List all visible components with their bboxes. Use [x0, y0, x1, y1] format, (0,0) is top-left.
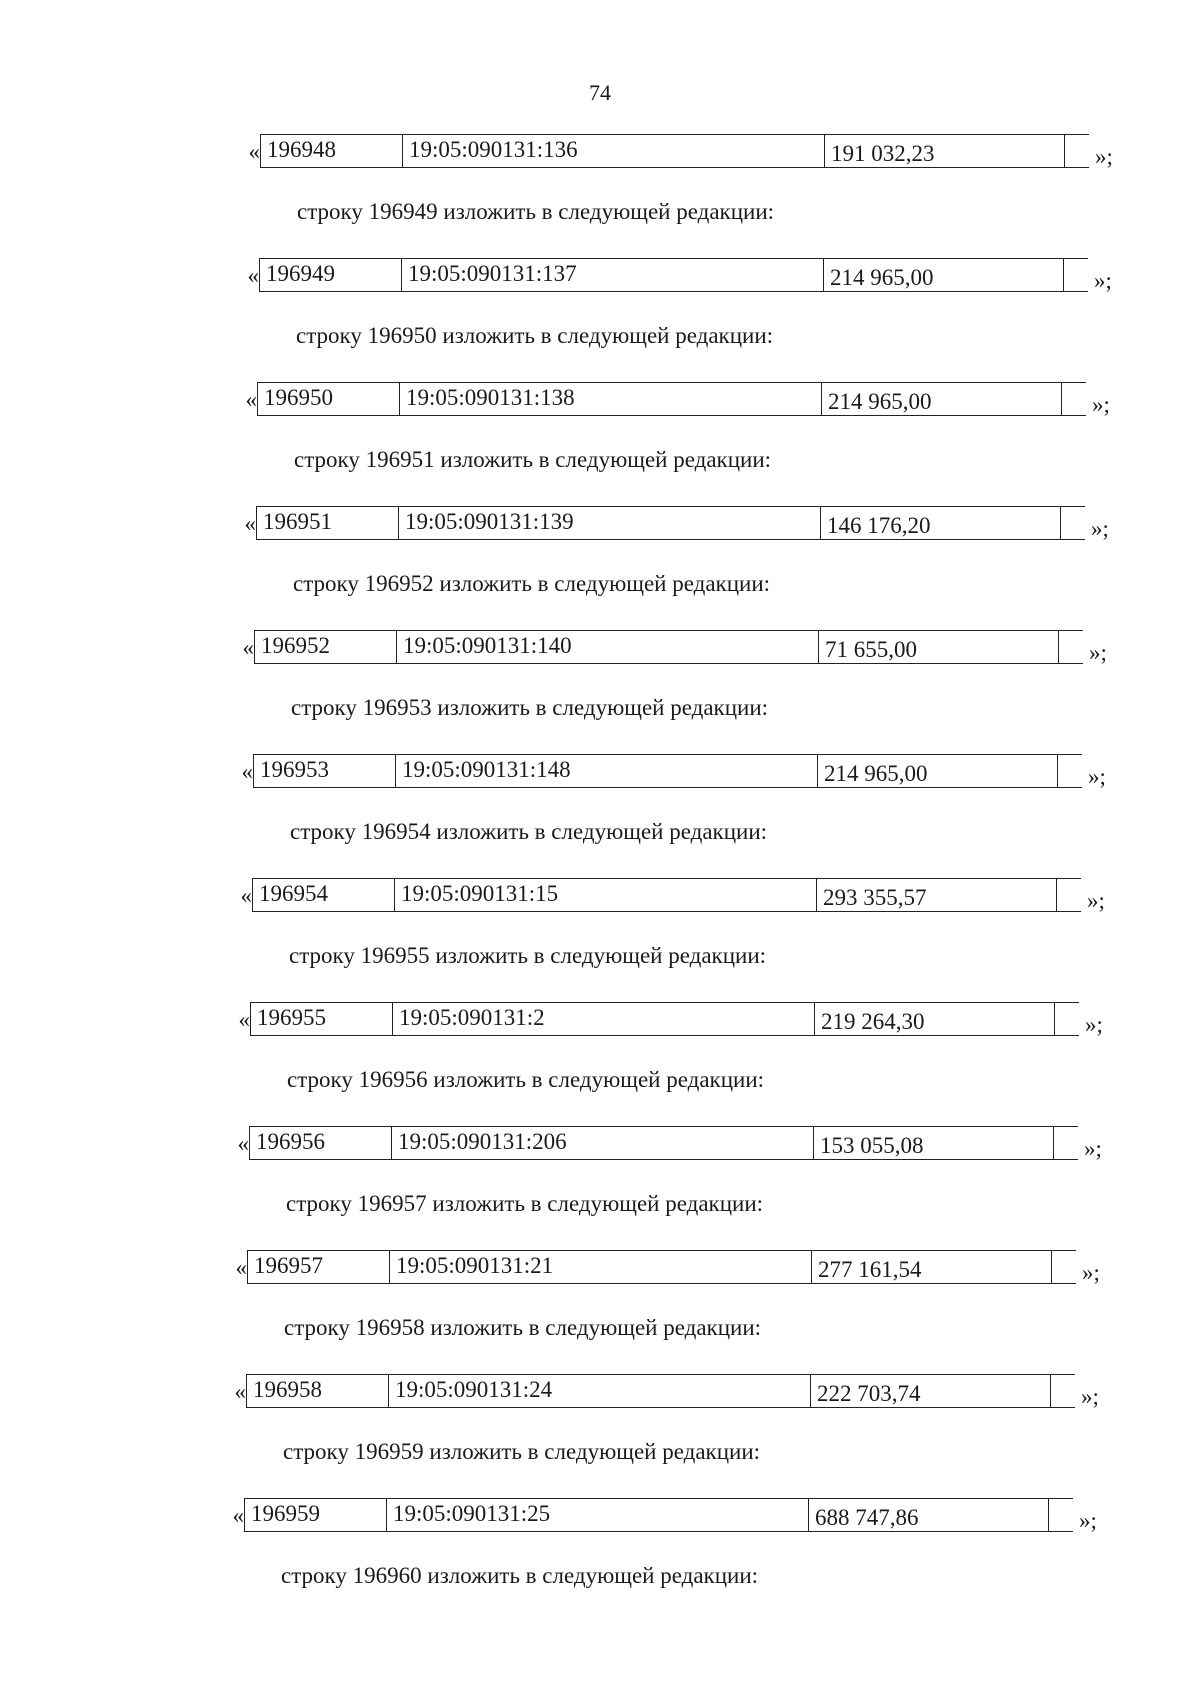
row-table	[246, 1374, 1075, 1408]
cadastral-number: 19:05:090131:138	[400, 383, 822, 415]
cadastral-value: 688 747,86	[809, 1499, 1049, 1531]
table-row	[227, 1250, 1100, 1284]
close-quote: »;	[1084, 1136, 1102, 1161]
table-row	[239, 258, 1112, 292]
open-quote: «	[242, 635, 254, 660]
table-row	[237, 382, 1110, 416]
instruction-text: строку 196953 изложить в следующей редакции:	[291, 695, 769, 720]
close-quote: »;	[1092, 392, 1110, 417]
cadastral-number: 19:05:090131:206	[392, 1127, 814, 1159]
row-number: 196949	[260, 259, 402, 291]
entry-196957	[0, 1250, 1200, 1374]
cadastral-number: 19:05:090131:136	[403, 135, 825, 167]
row-table	[249, 1126, 1078, 1160]
cadastral-value: 191 032,23	[825, 135, 1065, 167]
row-table	[244, 1498, 1073, 1532]
row-table	[257, 382, 1086, 416]
row-table	[259, 258, 1088, 292]
cadastral-value: 214 965,00	[822, 383, 1062, 415]
instruction-text: строку 196951 изложить в следующей редакции:	[294, 447, 772, 472]
close-quote: »;	[1095, 144, 1113, 169]
entry-196955	[0, 1002, 1200, 1126]
row-number: 196956	[250, 1127, 392, 1159]
document-body	[0, 134, 1200, 1622]
close-quote: »;	[1094, 268, 1112, 293]
row-number: 196955	[251, 1003, 393, 1035]
row-number: 196951	[257, 507, 399, 539]
cadastral-number: 19:05:090131:25	[387, 1499, 809, 1531]
cadastral-value: 71 655,00	[819, 631, 1059, 663]
table-row	[229, 1126, 1102, 1160]
cadastral-number: 19:05:090131:140	[397, 631, 819, 663]
close-quote: »;	[1088, 764, 1106, 789]
row-table	[252, 878, 1081, 912]
cadastral-number: 19:05:090131:15	[395, 879, 817, 911]
open-quote: «	[238, 1007, 250, 1032]
open-quote: «	[241, 759, 253, 784]
entry-196956	[0, 1126, 1200, 1250]
entry-196949	[0, 258, 1200, 382]
cadastral-value: 214 965,00	[818, 755, 1058, 787]
cadastral-value: 146 176,20	[821, 507, 1061, 539]
row-table	[253, 754, 1082, 788]
instruction-text: строку 196959 изложить в следующей редакции:	[283, 1439, 761, 1464]
entry-196958	[0, 1374, 1200, 1498]
entry-196951	[0, 506, 1200, 630]
entry-196953	[0, 754, 1200, 878]
table-row	[226, 1374, 1099, 1408]
row-table	[250, 1002, 1079, 1036]
open-quote: «	[232, 1503, 244, 1528]
table-row	[232, 878, 1105, 912]
table-row	[224, 1498, 1097, 1532]
cadastral-value: 293 355,57	[817, 879, 1057, 911]
row-table	[254, 630, 1083, 664]
table-row	[236, 506, 1109, 540]
table-row	[240, 134, 1113, 168]
open-quote: «	[235, 1255, 247, 1280]
cadastral-value: 222 703,74	[811, 1375, 1051, 1407]
row-number: 196954	[253, 879, 395, 911]
cadastral-number: 19:05:090131:137	[402, 259, 824, 291]
row-number: 196959	[245, 1499, 387, 1531]
close-quote: »;	[1082, 1260, 1100, 1285]
close-quote: »;	[1091, 516, 1109, 541]
cadastral-value: 153 055,08	[814, 1127, 1054, 1159]
open-quote: «	[237, 1131, 249, 1156]
close-quote: »;	[1087, 888, 1105, 913]
close-quote: »;	[1081, 1384, 1099, 1409]
instruction-text: строку 196957 изложить в следующей редакции:	[286, 1191, 764, 1216]
row-number: 196950	[258, 383, 400, 415]
row-table	[247, 1250, 1076, 1284]
table-row	[233, 754, 1106, 788]
instruction-text: строку 196949 изложить в следующей редакции:	[297, 199, 775, 224]
row-number: 196957	[248, 1251, 390, 1283]
page-number: 74	[589, 80, 611, 105]
cadastral-number: 19:05:090131:139	[399, 507, 821, 539]
open-quote: «	[234, 1379, 246, 1404]
open-quote: «	[245, 387, 257, 412]
cadastral-value: 214 965,00	[824, 259, 1064, 291]
entry-196959	[0, 1498, 1200, 1622]
row-number: 196953	[254, 755, 396, 787]
row-number: 196948	[261, 135, 403, 167]
instruction-text: строку 196955 изложить в следующей редакции:	[289, 943, 767, 968]
cadastral-number: 19:05:090131:24	[389, 1375, 811, 1407]
entry-196952	[0, 630, 1200, 754]
cadastral-number: 19:05:090131:2	[393, 1003, 815, 1035]
open-quote: «	[247, 263, 259, 288]
cadastral-number: 19:05:090131:21	[390, 1251, 812, 1283]
table-row	[230, 1002, 1103, 1036]
cadastral-number: 19:05:090131:148	[396, 755, 818, 787]
cadastral-value: 277 161,54	[812, 1251, 1052, 1283]
instruction-text: строку 196950 изложить в следующей редакции:	[296, 323, 774, 348]
row-table	[256, 506, 1085, 540]
row-number: 196952	[255, 631, 397, 663]
entry-196948	[0, 134, 1200, 258]
open-quote: «	[248, 139, 260, 164]
instruction-text: строку 196954 изложить в следующей редакции:	[290, 819, 768, 844]
table-row	[234, 630, 1107, 664]
instruction-text: строку 196952 изложить в следующей редакции:	[293, 571, 771, 596]
instruction-text: строку 196960 изложить в следующей редакции:	[281, 1563, 759, 1588]
entry-196954	[0, 878, 1200, 1002]
instruction-text: строку 196958 изложить в следующей редакции:	[284, 1315, 762, 1340]
row-number: 196958	[247, 1375, 389, 1407]
open-quote: «	[244, 511, 256, 536]
close-quote: »;	[1085, 1012, 1103, 1037]
close-quote: »;	[1079, 1508, 1097, 1533]
instruction-text: строку 196956 изложить в следующей редакции:	[287, 1067, 765, 1092]
cadastral-value: 219 264,30	[815, 1003, 1055, 1035]
row-table	[260, 134, 1089, 168]
entry-196950	[0, 382, 1200, 506]
open-quote: «	[240, 883, 252, 908]
close-quote: »;	[1089, 640, 1107, 665]
